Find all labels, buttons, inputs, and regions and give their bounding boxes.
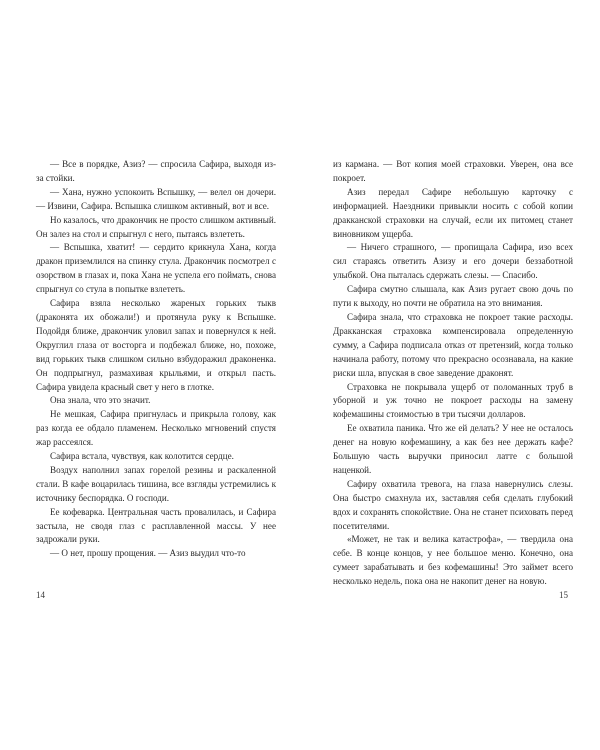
paragraph: Она знала, что это значит. xyxy=(50,395,151,406)
paragraph-continuation: из кармана. — Вот копия моей страховки. Уверен, она все покроет. xyxy=(333,159,573,183)
paragraph: Страховка не покрывала ущерб от поломанных труб в уборной и уж точно не покроет расходы на замену кофемашины стоимостью в три тысячи долларов. xyxy=(333,381,573,420)
paragraph: Ее кофеварка. Центральная часть провалилась, и Сафира застыла, не сводя глаз с расплавленной массы. У нее задрожали руки. xyxy=(36,506,276,545)
paragraph: — Все в порядке, Азиз? — спросила Сафира, выходя из-за стойки. xyxy=(36,159,276,183)
page-number-left: 14 xyxy=(36,590,45,600)
paragraph: Сафира встала, чувствуя, как колотится сердце. xyxy=(50,451,234,462)
paragraph: Ее охватила паника. Что же ей делать? У нее не осталось денег на новую кофемашину, а как без нее держать кафе? Большую часть выручки приносил латте с большой наценкой. xyxy=(333,423,573,475)
paragraph: — О нет, прошу прощения. — Азиз выудил что-то xyxy=(50,548,246,559)
paragraph: Азиз передал Сафире небольшую карточку с информацией. Наездники привыкли носить с собой копии дракканской страховки на случай, если их питомец станет виновником ущерба. xyxy=(333,186,573,239)
paragraph: — Вспышка, хватит! — сердито крикнула Хана, когда дракон приземлился на спинку стула. Дракончик посмотрел с озорством в глазах и, пока Хана не успела его поймать, снова спрыгнул со стула в попытке взлететь. xyxy=(36,242,276,295)
paragraph: Сафира знала, что страховка не покроет такие расходы. Дракканская страховка компенсировала определенную сумму, а Сафира подписала отказ от претензий, когда только начинала работу, потому что прекрасно осознавала, на какие риски шла, впуская в свое заведение драконят. xyxy=(333,311,573,378)
paragraph: Не мешкая, Сафира пригнулась и прикрыла голову, как раз когда ее обдало пламенем. Несколько мгновений спустя жар рассеялся. xyxy=(36,409,276,448)
paragraph: Но казалось, что дракончик не просто слишком активный. Он залез на стол и спрыгнул с него, пытаясь взлететь. xyxy=(36,214,276,239)
paragraph: Воздух наполнил запах горелой резины и раскаленной стали. В кафе воцарилась тишина, все взгляды устремились к источнику беспорядка. О господи. xyxy=(36,464,276,503)
paragraph: — Хана, нужно успокоить Вспышку, — велел он дочери. — Извини, Сафира. Вспышка слишком активный, вот и все. xyxy=(36,186,276,211)
paragraph: Сафиру охватила тревога, на глаза навернулись слезы. Она быстро смахнула их, заставляя себя сделать глубокий вдох и сохранять спокойствие. Она не станет психовать перед посетителями. xyxy=(333,478,573,531)
paragraph: «Может, не так и велика катастрофа», — твердила она себе. В конце концов, у нее большое меню. Конечно, она сумеет зарабатывать и без кофемашины! Это займет всего несколько недель, пока она не накопит денег на новую. xyxy=(333,534,573,587)
right-page-text xyxy=(333,158,573,589)
paragraph: — Ничего страшного, — пропищала Сафира, изо всех сил стараясь ответить Азизу и его дочери беззаботной улыбкой. Она пыталась сдержать слезы. — Спасибо. xyxy=(333,242,573,281)
page-number-right: 15 xyxy=(559,590,568,600)
paragraph: Сафира смутно слышала, как Азиз ругает свою дочь по пути к выходу, но почти не обратила на это внимания. xyxy=(333,284,573,309)
left-page-text xyxy=(36,158,276,561)
paragraph: Сафира взяла несколько жареных горьких тыкв (драконята их обожали!) и протянула руку к Вспышке. Подойдя ближе, дракончик уловил запах и повернулся к ней. Округлил глаза от восторга и подбежал ближе, но, похоже, вид горьких тыкв слишком сильно взбудоражил драконенка. Он подпрыгнул, размахивая крыльями, и открыл пасть. Сафира увидела красный свет у него в глотке. xyxy=(36,298,276,392)
